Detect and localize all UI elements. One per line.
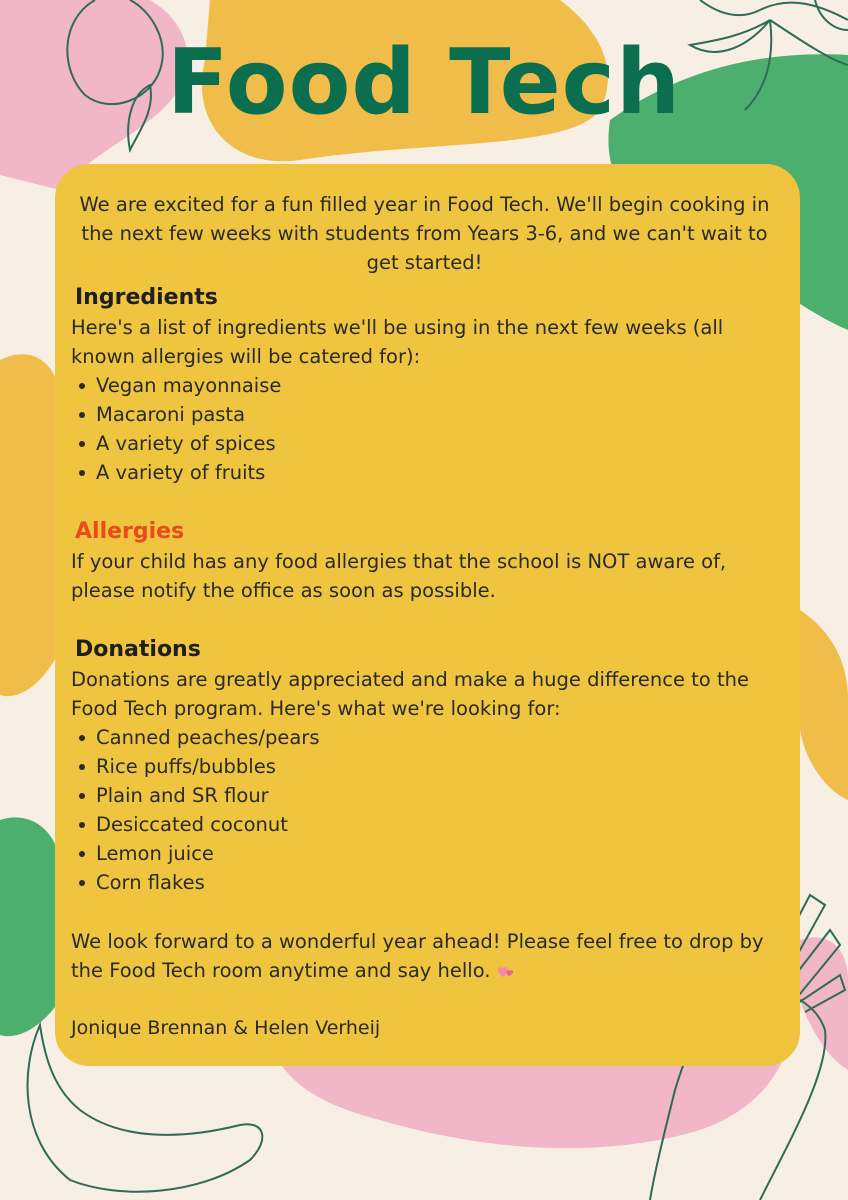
list-item: Vegan mayonnaise [77, 371, 778, 400]
donations-text: Donations are greatly appreciated and make a huge difference to the Food Tech program. Here's what we're looking for: [71, 668, 749, 720]
allergies-text: If your child has any food allergies that the school is NOT aware of, please notify the office as soon as possible. [71, 550, 727, 602]
list-item: A variety of fruits [77, 458, 778, 487]
signature: Jonique Brennan & Helen Verheij [71, 1017, 381, 1039]
allergies-heading: Allergies [75, 519, 185, 544]
list-item: Corn flakes [77, 868, 778, 897]
donations-heading: Donations [75, 637, 201, 662]
list-item: Plain and SR flour [77, 781, 778, 810]
page-title: Food Tech [166, 30, 682, 135]
list-item: Canned peaches/pears [77, 723, 778, 752]
closing-sentence: We look forward to a wonderful year ahead! Please feel free to drop by the Food Tech room anytime and say hello. [71, 930, 764, 982]
yellow-brush-right [800, 610, 848, 800]
list-item: Lemon juice [77, 839, 778, 868]
ingredients-heading: Ingredients [75, 285, 218, 310]
green-brush-bottom-left [0, 817, 60, 1036]
list-item: Desiccated coconut [77, 810, 778, 839]
hearts-icon [497, 965, 515, 979]
closing-text [71, 927, 778, 985]
yellow-brush-left [0, 354, 60, 696]
intro-text: We are excited for a fun filled year in Food Tech. We'll begin cooking in the next few weeks with students from Years 3-6, and we can't wait to get started! [79, 193, 770, 274]
list-item: A variety of spices [77, 429, 778, 458]
donations-list [71, 723, 778, 897]
ingredients-text: Here's a list of ingredients we'll be using in the next few weeks (all known allergies will be catered for): [71, 316, 724, 368]
list-item: Macaroni pasta [77, 400, 778, 429]
list-item: Rice puffs/bubbles [77, 752, 778, 781]
content-card [55, 164, 800, 1066]
ingredients-list [71, 371, 778, 487]
